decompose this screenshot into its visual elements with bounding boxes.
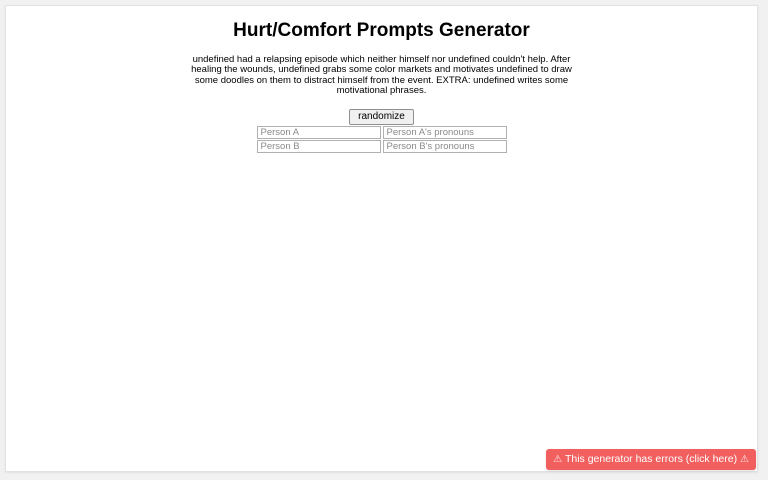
warning-icon-right: ⚠ (740, 454, 749, 465)
person-b-pronouns-input[interactable] (383, 140, 507, 153)
warning-icon-left: ⚠ (553, 454, 563, 465)
error-banner-label: This generator has errors (click here) (564, 453, 738, 465)
page-title: Hurt/Comfort Prompts Generator (233, 20, 530, 41)
person-b-input[interactable] (257, 140, 381, 153)
person-a-input[interactable] (257, 126, 381, 139)
person-a-pronouns-input[interactable] (383, 126, 507, 139)
controls-area (6, 106, 757, 153)
generator-panel (5, 5, 758, 472)
generated-prompt-text: undefined had a relapsing episode which neither himself nor undefined couldn't help. After healing the wounds, undefined grabs some color markets and motivates undefined to draw some doodles on them to distract himself from the event. EXTRA: undefined writes some motivational phrases. (191, 54, 572, 96)
randomize-button[interactable]: randomize (349, 109, 414, 125)
error-banner[interactable] (546, 449, 756, 470)
person-inputs-grid (257, 126, 507, 153)
